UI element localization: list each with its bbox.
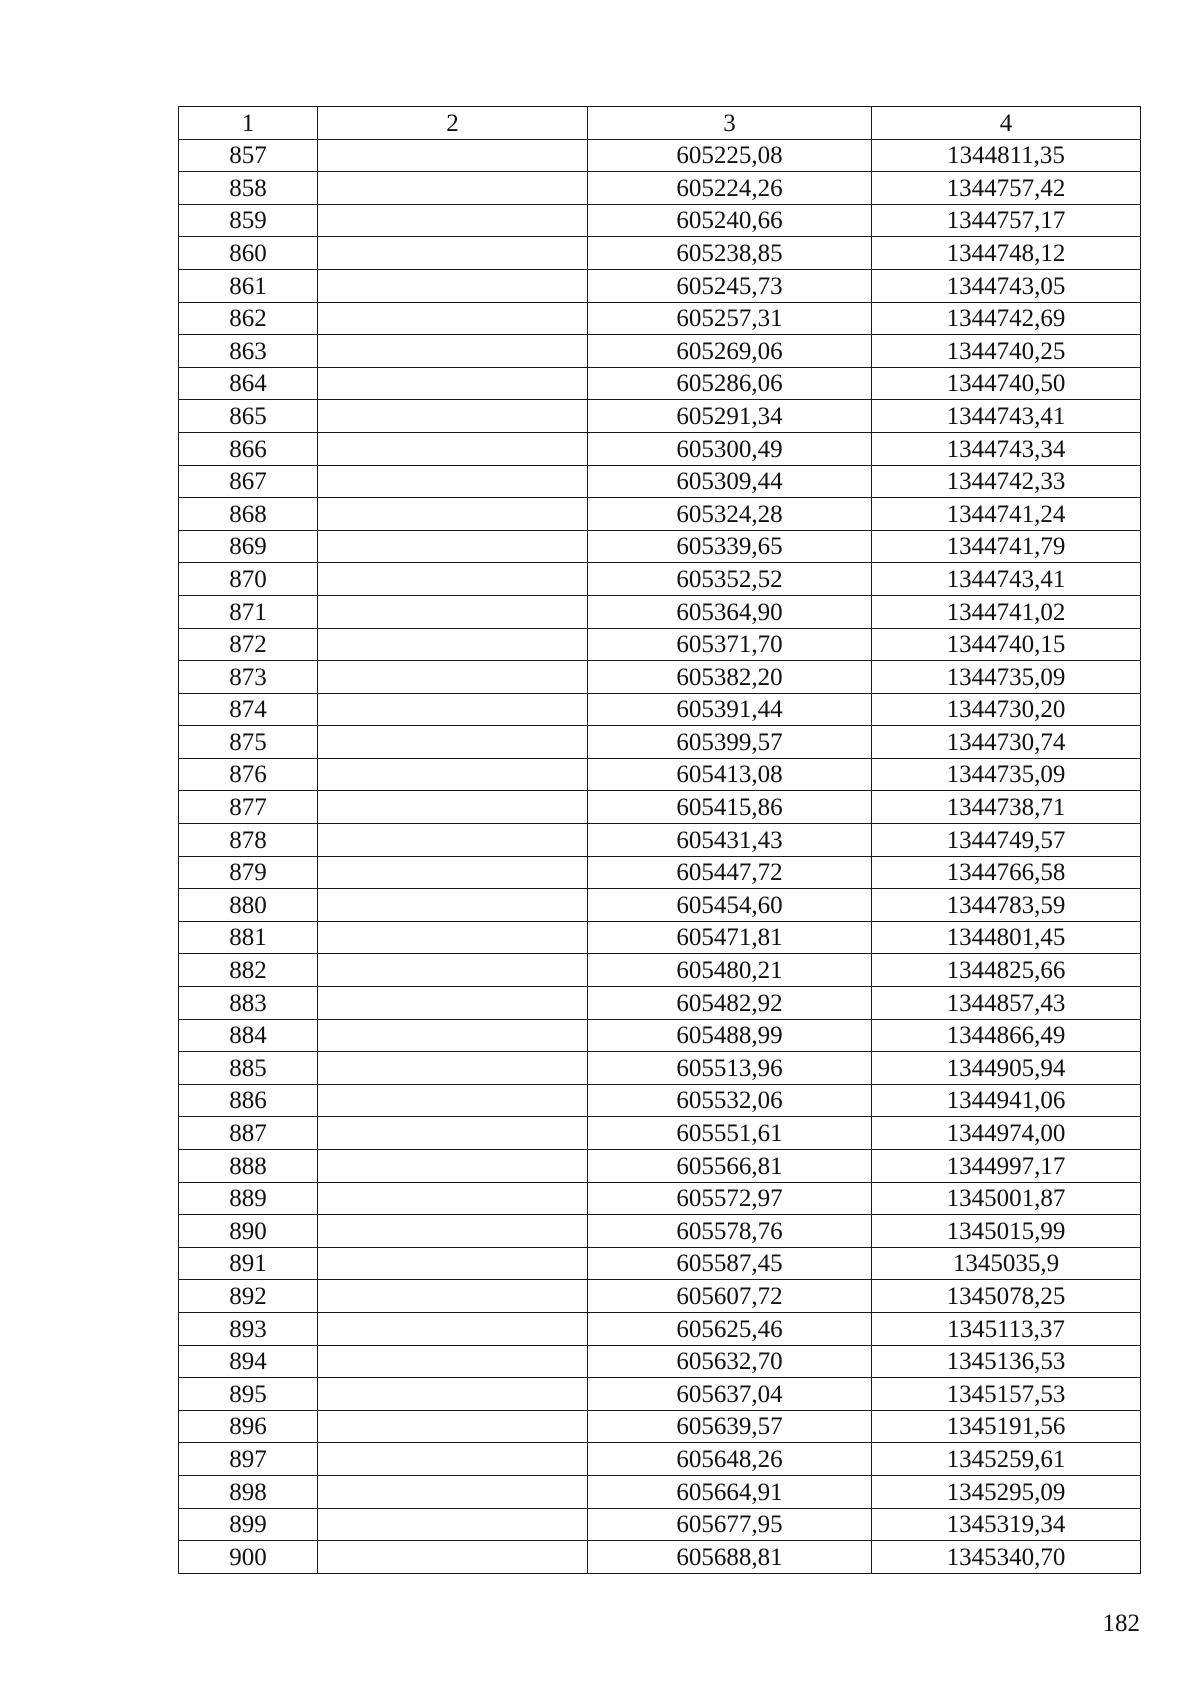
y-coordinate-cell: 1345136,53	[872, 1345, 1141, 1378]
y-coordinate-cell: 1344801,45	[872, 921, 1141, 954]
point-number-cell: 874	[179, 693, 318, 726]
x-coordinate-cell: 605324,28	[588, 498, 872, 531]
x-coordinate-cell: 605572,97	[588, 1182, 872, 1215]
x-coordinate-cell: 605513,96	[588, 1052, 872, 1085]
description-cell	[318, 498, 588, 531]
description-cell	[318, 1019, 588, 1052]
description-cell	[318, 791, 588, 824]
y-coordinate-cell: 1345191,56	[872, 1410, 1141, 1443]
description-cell	[318, 856, 588, 889]
x-coordinate-cell: 605625,46	[588, 1312, 872, 1345]
description-cell	[318, 1312, 588, 1345]
description-cell	[318, 824, 588, 857]
y-coordinate-cell: 1344743,41	[872, 400, 1141, 433]
x-coordinate-cell: 605415,86	[588, 791, 872, 824]
description-cell	[318, 595, 588, 628]
y-coordinate-cell: 1344740,50	[872, 367, 1141, 400]
point-number-cell: 868	[179, 498, 318, 531]
point-number-cell: 890	[179, 1215, 318, 1248]
description-cell	[318, 1247, 588, 1280]
description-cell	[318, 1541, 588, 1574]
point-number-cell: 857	[179, 139, 318, 172]
point-number-cell: 870	[179, 563, 318, 596]
description-cell	[318, 465, 588, 498]
y-coordinate-cell: 1344766,58	[872, 856, 1141, 889]
description-cell	[318, 269, 588, 302]
table-row	[179, 856, 1141, 889]
x-coordinate-cell: 605551,61	[588, 1117, 872, 1150]
description-cell	[318, 1150, 588, 1183]
y-coordinate-cell: 1344742,69	[872, 302, 1141, 335]
point-number-cell: 899	[179, 1508, 318, 1541]
y-coordinate-cell: 1344749,57	[872, 824, 1141, 857]
table-row	[179, 1084, 1141, 1117]
description-cell	[318, 563, 588, 596]
y-coordinate-cell: 1344735,09	[872, 758, 1141, 791]
table-row	[179, 1117, 1141, 1150]
description-cell	[318, 1280, 588, 1313]
y-coordinate-cell: 1344735,09	[872, 661, 1141, 694]
y-coordinate-cell: 1345340,70	[872, 1541, 1141, 1574]
x-coordinate-cell: 605224,26	[588, 172, 872, 205]
table-row	[179, 758, 1141, 791]
table-row	[179, 237, 1141, 270]
table-row	[179, 465, 1141, 498]
point-number-cell: 891	[179, 1247, 318, 1280]
table-row	[179, 498, 1141, 531]
x-coordinate-cell: 605371,70	[588, 628, 872, 661]
y-coordinate-cell: 1344741,79	[872, 530, 1141, 563]
table-row	[179, 1280, 1141, 1313]
description-cell	[318, 1508, 588, 1541]
page-number: 182	[1102, 1610, 1140, 1637]
x-coordinate-cell: 605382,20	[588, 661, 872, 694]
table-body	[179, 107, 1141, 1574]
table-row	[179, 335, 1141, 368]
x-coordinate-cell: 605286,06	[588, 367, 872, 400]
table-row	[179, 726, 1141, 759]
x-coordinate-cell: 605482,92	[588, 987, 872, 1020]
description-cell	[318, 954, 588, 987]
y-coordinate-cell: 1345001,87	[872, 1182, 1141, 1215]
table-row	[179, 1378, 1141, 1411]
x-coordinate-cell: 605648,26	[588, 1443, 872, 1476]
y-coordinate-cell: 1345035,9	[872, 1247, 1141, 1280]
description-cell	[318, 1182, 588, 1215]
x-coordinate-cell: 605454,60	[588, 889, 872, 922]
point-number-cell: 876	[179, 758, 318, 791]
x-coordinate-cell: 605607,72	[588, 1280, 872, 1313]
header-cell-2: 2	[318, 107, 588, 140]
point-number-cell: 896	[179, 1410, 318, 1443]
description-cell	[318, 628, 588, 661]
description-cell	[318, 172, 588, 205]
description-cell	[318, 335, 588, 368]
table-row	[179, 921, 1141, 954]
table-row	[179, 1019, 1141, 1052]
description-cell	[318, 367, 588, 400]
x-coordinate-cell: 605352,52	[588, 563, 872, 596]
table-row	[179, 987, 1141, 1020]
description-cell	[318, 237, 588, 270]
table-row	[179, 530, 1141, 563]
description-cell	[318, 1084, 588, 1117]
description-cell	[318, 1475, 588, 1508]
table-row	[179, 1215, 1141, 1248]
description-cell	[318, 987, 588, 1020]
table-row	[179, 1475, 1141, 1508]
y-coordinate-cell: 1344738,71	[872, 791, 1141, 824]
table-header-row	[179, 107, 1141, 140]
point-number-cell: 871	[179, 595, 318, 628]
description-cell	[318, 726, 588, 759]
y-coordinate-cell: 1344757,17	[872, 204, 1141, 237]
table-row	[179, 889, 1141, 922]
y-coordinate-cell: 1345015,99	[872, 1215, 1141, 1248]
table-row	[179, 791, 1141, 824]
point-number-cell: 897	[179, 1443, 318, 1476]
table-row	[179, 1443, 1141, 1476]
y-coordinate-cell: 1344857,43	[872, 987, 1141, 1020]
point-number-cell: 858	[179, 172, 318, 205]
description-cell	[318, 921, 588, 954]
y-coordinate-cell: 1344730,20	[872, 693, 1141, 726]
point-number-cell: 875	[179, 726, 318, 759]
y-coordinate-cell: 1344811,35	[872, 139, 1141, 172]
description-cell	[318, 661, 588, 694]
x-coordinate-cell: 605245,73	[588, 269, 872, 302]
table-row	[179, 1508, 1141, 1541]
x-coordinate-cell: 605637,04	[588, 1378, 872, 1411]
y-coordinate-cell: 1344743,34	[872, 432, 1141, 465]
point-number-cell: 898	[179, 1475, 318, 1508]
point-number-cell: 883	[179, 987, 318, 1020]
table-row	[179, 628, 1141, 661]
header-cell-1: 1	[179, 107, 318, 140]
description-cell	[318, 758, 588, 791]
coordinates-table	[178, 106, 1141, 1574]
point-number-cell: 894	[179, 1345, 318, 1378]
table-row	[179, 1247, 1141, 1280]
description-cell	[318, 889, 588, 922]
point-number-cell: 877	[179, 791, 318, 824]
description-cell	[318, 1443, 588, 1476]
y-coordinate-cell: 1345078,25	[872, 1280, 1141, 1313]
header-cell-4: 4	[872, 107, 1141, 140]
x-coordinate-cell: 605225,08	[588, 139, 872, 172]
table-row	[179, 172, 1141, 205]
table-row	[179, 432, 1141, 465]
point-number-cell: 878	[179, 824, 318, 857]
x-coordinate-cell: 605578,76	[588, 1215, 872, 1248]
description-cell	[318, 1215, 588, 1248]
x-coordinate-cell: 605431,43	[588, 824, 872, 857]
x-coordinate-cell: 605480,21	[588, 954, 872, 987]
x-coordinate-cell: 605339,65	[588, 530, 872, 563]
point-number-cell: 869	[179, 530, 318, 563]
point-number-cell: 889	[179, 1182, 318, 1215]
table-row	[179, 1312, 1141, 1345]
y-coordinate-cell: 1344743,05	[872, 269, 1141, 302]
point-number-cell: 900	[179, 1541, 318, 1574]
point-number-cell: 895	[179, 1378, 318, 1411]
table-row	[179, 1182, 1141, 1215]
y-coordinate-cell: 1344742,33	[872, 465, 1141, 498]
table-row	[179, 661, 1141, 694]
point-number-cell: 884	[179, 1019, 318, 1052]
point-number-cell: 867	[179, 465, 318, 498]
x-coordinate-cell: 605688,81	[588, 1541, 872, 1574]
table-row	[179, 1150, 1141, 1183]
y-coordinate-cell: 1344740,15	[872, 628, 1141, 661]
table-row	[179, 1541, 1141, 1574]
table-row	[179, 824, 1141, 857]
table-row	[179, 595, 1141, 628]
x-coordinate-cell: 605364,90	[588, 595, 872, 628]
point-number-cell: 882	[179, 954, 318, 987]
x-coordinate-cell: 605471,81	[588, 921, 872, 954]
header-cell-3: 3	[588, 107, 872, 140]
point-number-cell: 887	[179, 1117, 318, 1150]
x-coordinate-cell: 605664,91	[588, 1475, 872, 1508]
point-number-cell: 888	[179, 1150, 318, 1183]
x-coordinate-cell: 605532,06	[588, 1084, 872, 1117]
x-coordinate-cell: 605677,95	[588, 1508, 872, 1541]
point-number-cell: 866	[179, 432, 318, 465]
point-number-cell: 872	[179, 628, 318, 661]
point-number-cell: 863	[179, 335, 318, 368]
y-coordinate-cell: 1344866,49	[872, 1019, 1141, 1052]
y-coordinate-cell: 1344974,00	[872, 1117, 1141, 1150]
table-row	[179, 139, 1141, 172]
x-coordinate-cell: 605238,85	[588, 237, 872, 270]
table-row	[179, 954, 1141, 987]
x-coordinate-cell: 605632,70	[588, 1345, 872, 1378]
point-number-cell: 893	[179, 1312, 318, 1345]
description-cell	[318, 400, 588, 433]
table-row	[179, 400, 1141, 433]
x-coordinate-cell: 605269,06	[588, 335, 872, 368]
x-coordinate-cell: 605309,44	[588, 465, 872, 498]
point-number-cell: 892	[179, 1280, 318, 1313]
y-coordinate-cell: 1345157,53	[872, 1378, 1141, 1411]
x-coordinate-cell: 605300,49	[588, 432, 872, 465]
y-coordinate-cell: 1344740,25	[872, 335, 1141, 368]
description-cell	[318, 139, 588, 172]
point-number-cell: 886	[179, 1084, 318, 1117]
y-coordinate-cell: 1344741,24	[872, 498, 1141, 531]
point-number-cell: 865	[179, 400, 318, 433]
description-cell	[318, 1052, 588, 1085]
point-number-cell: 873	[179, 661, 318, 694]
point-number-cell: 862	[179, 302, 318, 335]
point-number-cell: 880	[179, 889, 318, 922]
x-coordinate-cell: 605257,31	[588, 302, 872, 335]
y-coordinate-cell: 1344905,94	[872, 1052, 1141, 1085]
table-row	[179, 693, 1141, 726]
x-coordinate-cell: 605639,57	[588, 1410, 872, 1443]
y-coordinate-cell: 1344743,41	[872, 563, 1141, 596]
description-cell	[318, 693, 588, 726]
point-number-cell: 879	[179, 856, 318, 889]
table-row	[179, 563, 1141, 596]
description-cell	[318, 204, 588, 237]
table-row	[179, 367, 1141, 400]
x-coordinate-cell: 605587,45	[588, 1247, 872, 1280]
x-coordinate-cell: 605488,99	[588, 1019, 872, 1052]
description-cell	[318, 1378, 588, 1411]
table-row	[179, 302, 1141, 335]
description-cell	[318, 302, 588, 335]
y-coordinate-cell: 1344941,06	[872, 1084, 1141, 1117]
table-row	[179, 204, 1141, 237]
table-row	[179, 1410, 1141, 1443]
y-coordinate-cell: 1344741,02	[872, 595, 1141, 628]
point-number-cell: 864	[179, 367, 318, 400]
description-cell	[318, 1345, 588, 1378]
y-coordinate-cell: 1344757,42	[872, 172, 1141, 205]
point-number-cell: 861	[179, 269, 318, 302]
x-coordinate-cell: 605566,81	[588, 1150, 872, 1183]
description-cell	[318, 1117, 588, 1150]
y-coordinate-cell: 1344748,12	[872, 237, 1141, 270]
description-cell	[318, 432, 588, 465]
x-coordinate-cell: 605399,57	[588, 726, 872, 759]
x-coordinate-cell: 605240,66	[588, 204, 872, 237]
table-row	[179, 269, 1141, 302]
y-coordinate-cell: 1344783,59	[872, 889, 1141, 922]
y-coordinate-cell: 1344997,17	[872, 1150, 1141, 1183]
y-coordinate-cell: 1345319,34	[872, 1508, 1141, 1541]
description-cell	[318, 530, 588, 563]
y-coordinate-cell: 1344730,74	[872, 726, 1141, 759]
point-number-cell: 860	[179, 237, 318, 270]
table-row	[179, 1052, 1141, 1085]
y-coordinate-cell: 1345259,61	[872, 1443, 1141, 1476]
y-coordinate-cell: 1344825,66	[872, 954, 1141, 987]
point-number-cell: 885	[179, 1052, 318, 1085]
x-coordinate-cell: 605447,72	[588, 856, 872, 889]
x-coordinate-cell: 605291,34	[588, 400, 872, 433]
point-number-cell: 859	[179, 204, 318, 237]
table-row	[179, 1345, 1141, 1378]
x-coordinate-cell: 605413,08	[588, 758, 872, 791]
description-cell	[318, 1410, 588, 1443]
y-coordinate-cell: 1345113,37	[872, 1312, 1141, 1345]
y-coordinate-cell: 1345295,09	[872, 1475, 1141, 1508]
point-number-cell: 881	[179, 921, 318, 954]
x-coordinate-cell: 605391,44	[588, 693, 872, 726]
